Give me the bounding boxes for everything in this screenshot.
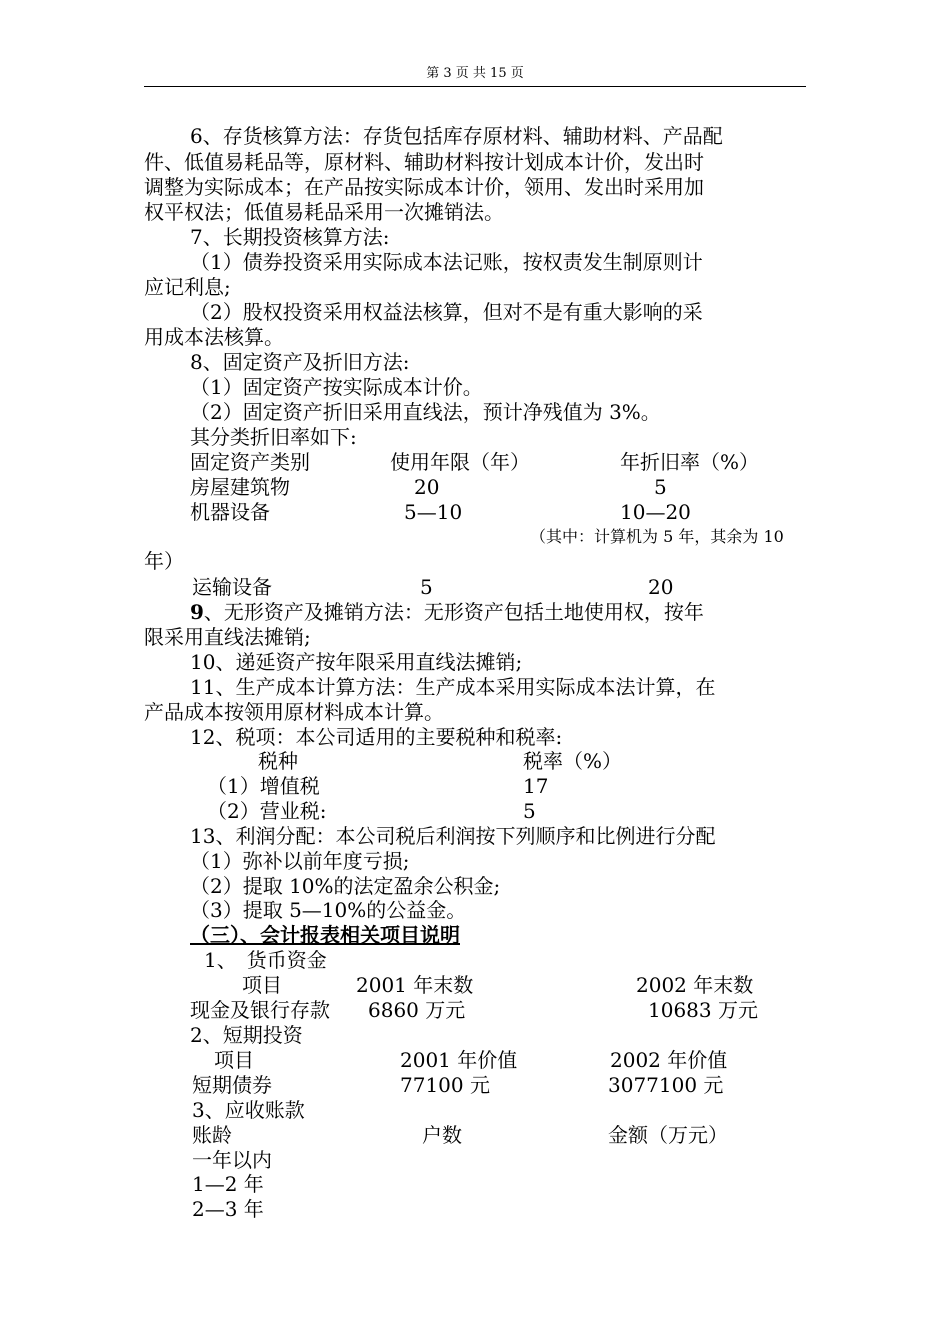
profit-item: （3）提取 5—10%的公益金。 — [190, 898, 467, 922]
receivables-title: 3、应收账款 — [192, 1098, 305, 1122]
receivables-row: 一年以内 — [192, 1148, 272, 1172]
short-term-title: 2、短期投资 — [190, 1023, 303, 1047]
receivables-row: 2—3 年 — [192, 1197, 264, 1221]
cash-header-2001: 2001 年末数 — [356, 973, 474, 997]
taxes-row-rate: 17 — [523, 774, 549, 798]
production-cost-line-1: 11、生产成本计算方法：生产成本采用实际成本法计算，在 — [190, 675, 716, 699]
fixed-assets-row-years: 5—10 — [404, 500, 463, 524]
fixed-assets-row-rate: 10—20 — [620, 500, 691, 524]
profit-item: （2）提取 10%的法定盈余公积金; — [190, 874, 501, 898]
inventory-line-1: 6、存货核算方法：存货包括库存原材料、辅助材料、产品配 — [190, 124, 723, 148]
inventory-line-4: 权平权法；低值易耗品采用一次摊销法。 — [144, 200, 504, 224]
fixed-assets-transport-category: 运输设备 — [192, 575, 272, 599]
fixed-assets-header-category: 固定资产类别 — [190, 450, 310, 474]
cash-row-2001: 6860 万元 — [368, 998, 466, 1022]
cash-row-2002: 10683 万元 — [648, 998, 758, 1022]
long-term-investment-title: 7、长期投资核算方法: — [190, 225, 390, 249]
fixed-assets-transport-rate: 20 — [648, 575, 674, 599]
fixed-assets-transport-years: 5 — [420, 575, 433, 599]
short-term-header-item: 项目 — [214, 1048, 254, 1072]
taxes-row-name: （1）增值税 — [207, 774, 320, 798]
receivables-header-amount: 金额（万元） — [608, 1123, 728, 1147]
deferred-assets-line: 10、递延资产按年限采用直线法摊销; — [190, 650, 523, 674]
fixed-assets-title: 8、固定资产及折旧方法: — [190, 350, 410, 374]
header-rule — [144, 86, 806, 87]
receivables-row: 1—2 年 — [192, 1172, 264, 1196]
fixed-assets-item-1: （1）固定资产按实际成本计价。 — [190, 375, 483, 399]
receivables-header-count: 户数 — [422, 1123, 462, 1147]
taxes-row-rate: 5 — [523, 799, 536, 823]
intangible-line-1 — [190, 600, 704, 624]
fixed-assets-row-years: 20 — [414, 475, 440, 499]
inventory-line-2: 件、低值易耗品等，原材料、辅助材料按计划成本计价，发出时 — [144, 150, 704, 174]
intangible-text: 、无形资产及摊销方法：无形资产包括土地使用权，按年 — [203, 600, 704, 624]
fixed-assets-header-years: 使用年限（年） — [390, 450, 530, 474]
short-term-header-2001: 2001 年价值 — [400, 1048, 518, 1072]
short-term-row-2002: 3077100 元 — [608, 1073, 724, 1097]
fixed-assets-intro: 其分类折旧率如下: — [190, 425, 357, 449]
taxes-header-name: 税种 — [258, 749, 298, 773]
profit-title: 13、利润分配：本公司税后利润按下列顺序和比例进行分配 — [190, 824, 716, 848]
fixed-assets-row-rate: 5 — [654, 475, 667, 499]
taxes-row-name: （2）营业税: — [207, 799, 327, 823]
long-term-investment-line-1: （1）债券投资采用实际成本法记账，按权责发生制原则计 — [190, 250, 703, 274]
intangible-line-2: 限采用直线法摊销; — [144, 625, 311, 649]
profit-item: （1）弥补以前年度亏损; — [190, 849, 410, 873]
taxes-title: 12、税项：本公司适用的主要税种和税率: — [190, 725, 563, 749]
fixed-assets-note-line-2: 年） — [144, 549, 184, 573]
cash-header-item: 项目 — [242, 973, 282, 997]
fixed-assets-row-category: 房屋建筑物 — [190, 475, 290, 499]
section-3-title: （三）、会计报表相关项目说明 — [190, 923, 460, 947]
page-header: 第 3 页 共 15 页 — [426, 66, 524, 81]
fixed-assets-note-line-1: （其中：计算机为 5 年，其余为 10 — [530, 527, 784, 546]
short-term-row-2001: 77100 元 — [400, 1073, 490, 1097]
fixed-assets-item-2: （2）固定资产折旧采用直线法，预计净残值为 3%。 — [190, 400, 661, 424]
cash-title: 1、 货币资金 — [204, 948, 327, 972]
taxes-header-rate: 税率（%） — [523, 749, 623, 773]
fixed-assets-row-category: 机器设备 — [190, 500, 270, 524]
production-cost-line-2: 产品成本按领用原材料成本计算。 — [144, 700, 444, 724]
receivables-header-age: 账龄 — [192, 1123, 232, 1147]
fixed-assets-header-rate: 年折旧率（%） — [620, 450, 760, 474]
long-term-investment-line-2: 应记利息; — [144, 275, 231, 299]
long-term-investment-line-4: 用成本法核算。 — [144, 325, 284, 349]
long-term-investment-line-3: （2）股权投资采用权益法核算，但对不是有重大影响的采 — [190, 300, 703, 324]
cash-header-2002: 2002 年末数 — [636, 973, 754, 997]
inventory-line-3: 调整为实际成本；在产品按实际成本计价，领用、发出时采用加 — [144, 175, 704, 199]
short-term-row-item: 短期债券 — [192, 1073, 272, 1097]
intangible-number: 9 — [190, 600, 204, 624]
cash-row-item: 现金及银行存款 — [190, 998, 330, 1022]
short-term-header-2002: 2002 年价值 — [610, 1048, 728, 1072]
